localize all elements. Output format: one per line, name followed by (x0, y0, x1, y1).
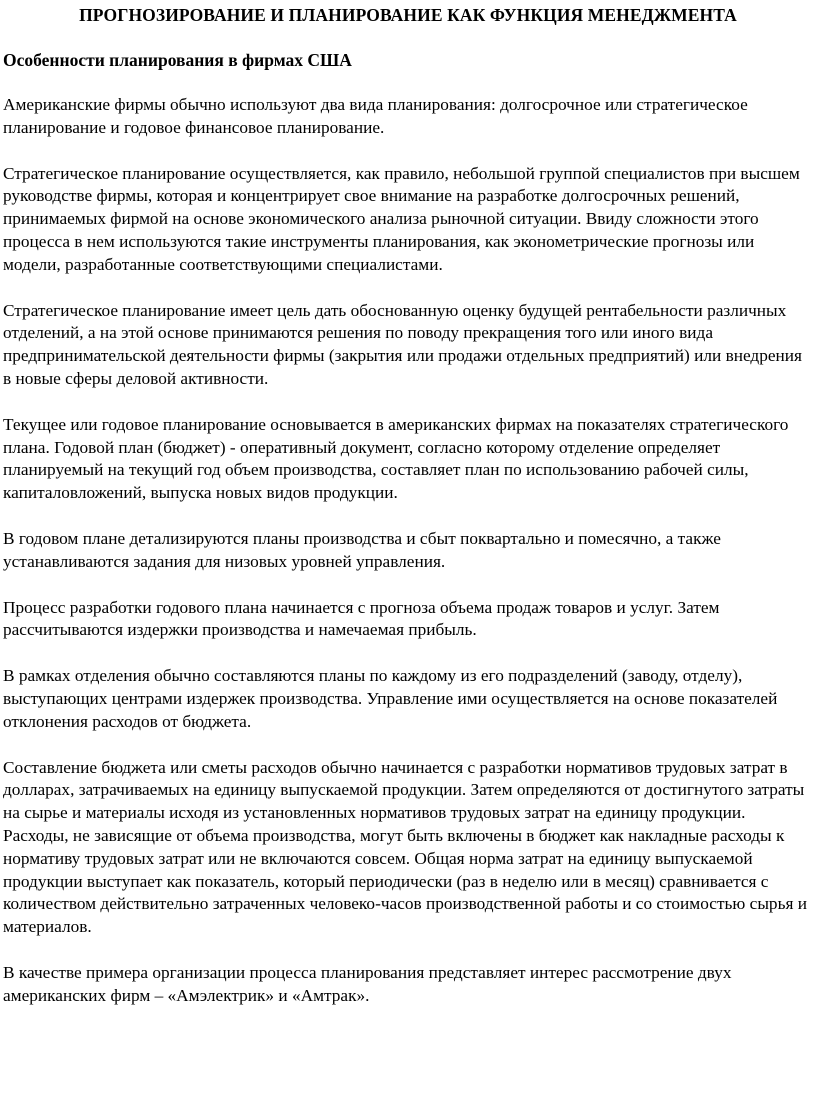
paragraph: Стратегическое планирование имеет цель дать обоснованную оценку будущей рентабельности различных отделений, а на этой основе принимаются решения по поводу прекращения того или иного вида предпринимательской деятельности фирмы (закрытия или продажи отдельных предприятий) или внедрения в новые сферы деловой активности. (3, 300, 802, 388)
paragraph: В качестве примера организации процесса планирования представляет интерес рассмотрение двух американских фирм – «Амэлектрик» и «Амтрак». (3, 962, 732, 1005)
paragraph: Составление бюджета или сметы расходов обычно начинается с разработки нормативов трудовых затрат в долларах, затрачиваемых на единицу выпускаемой продукции. Затем определяются от достигнутого затраты на сырье и материалы исходя из установленных нормативов трудовых затрат на единицу продукции. Расходы, не зависящие от объема производства, могут быть включены в бюджет как накладные расходы к нормативу трудовых затрат или не включаются совсем. Общая норма затрат на единицу выпускаемой продукции выступает как показатель, который периодически (раз в неделю или в месяц) сравнивается с количеством действительно затраченных человеко-часов производственной работы и со стоимостью сырья и материалов. (3, 757, 807, 937)
section-subtitle: Особенности планирования в фирмах США (3, 50, 352, 70)
document-title: ПРОГНОЗИРОВАНИЕ И ПЛАНИРОВАНИЕ КАК ФУНКЦИЯ МЕНЕДЖМЕНТА (79, 5, 737, 25)
paragraph: В рамках отделения обычно составляются планы по каждому из его подразделений (заводу, отделу), выступающих центрами издержек производства. Управление ими осуществляется на основе показателей отклонения расходов от бюджета. (3, 666, 778, 731)
paragraph: Текущее или годовое планирование основывается в американских фирмах на показателях стратегического плана. Годовой план (бюджет) - оперативный документ, согласно которому отделение определяет планируемый на текущий год объем производства, составляет план по использованию рабочей силы, капиталовложений, выпуска новых видов продукции. (3, 414, 789, 503)
paragraph: Стратегическое планирование осуществляется, как правило, небольшой группой специалистов при высшем руководстве фирмы, которая и концентрирует свое внимание на разработке долгосрочных решений, принимаемых фирмой на основе экономического анализа рыночной ситуации. Ввиду сложности этого процесса в нем используются такие инструменты планирования, как эконометрические прогнозы или модели, разработанные соответствующими специалистами. (3, 163, 800, 274)
paragraph: Процесс разработки годового плана начинается с прогноза объема продаж товаров и услуг. Затем рассчитываются издержки производства и намечаемая прибыль. (3, 597, 720, 640)
paragraph: Американские фирмы обычно используют два вида планирования: долгосрочное или стратегическое планирование и годовое финансовое планирование. (3, 95, 748, 137)
paragraph: В годовом плане детализируются планы производства и сбыт поквартально и помесячно, а также устанавливаются задания для низовых уровней управления. (3, 528, 721, 571)
document-body (3, 94, 809, 1031)
